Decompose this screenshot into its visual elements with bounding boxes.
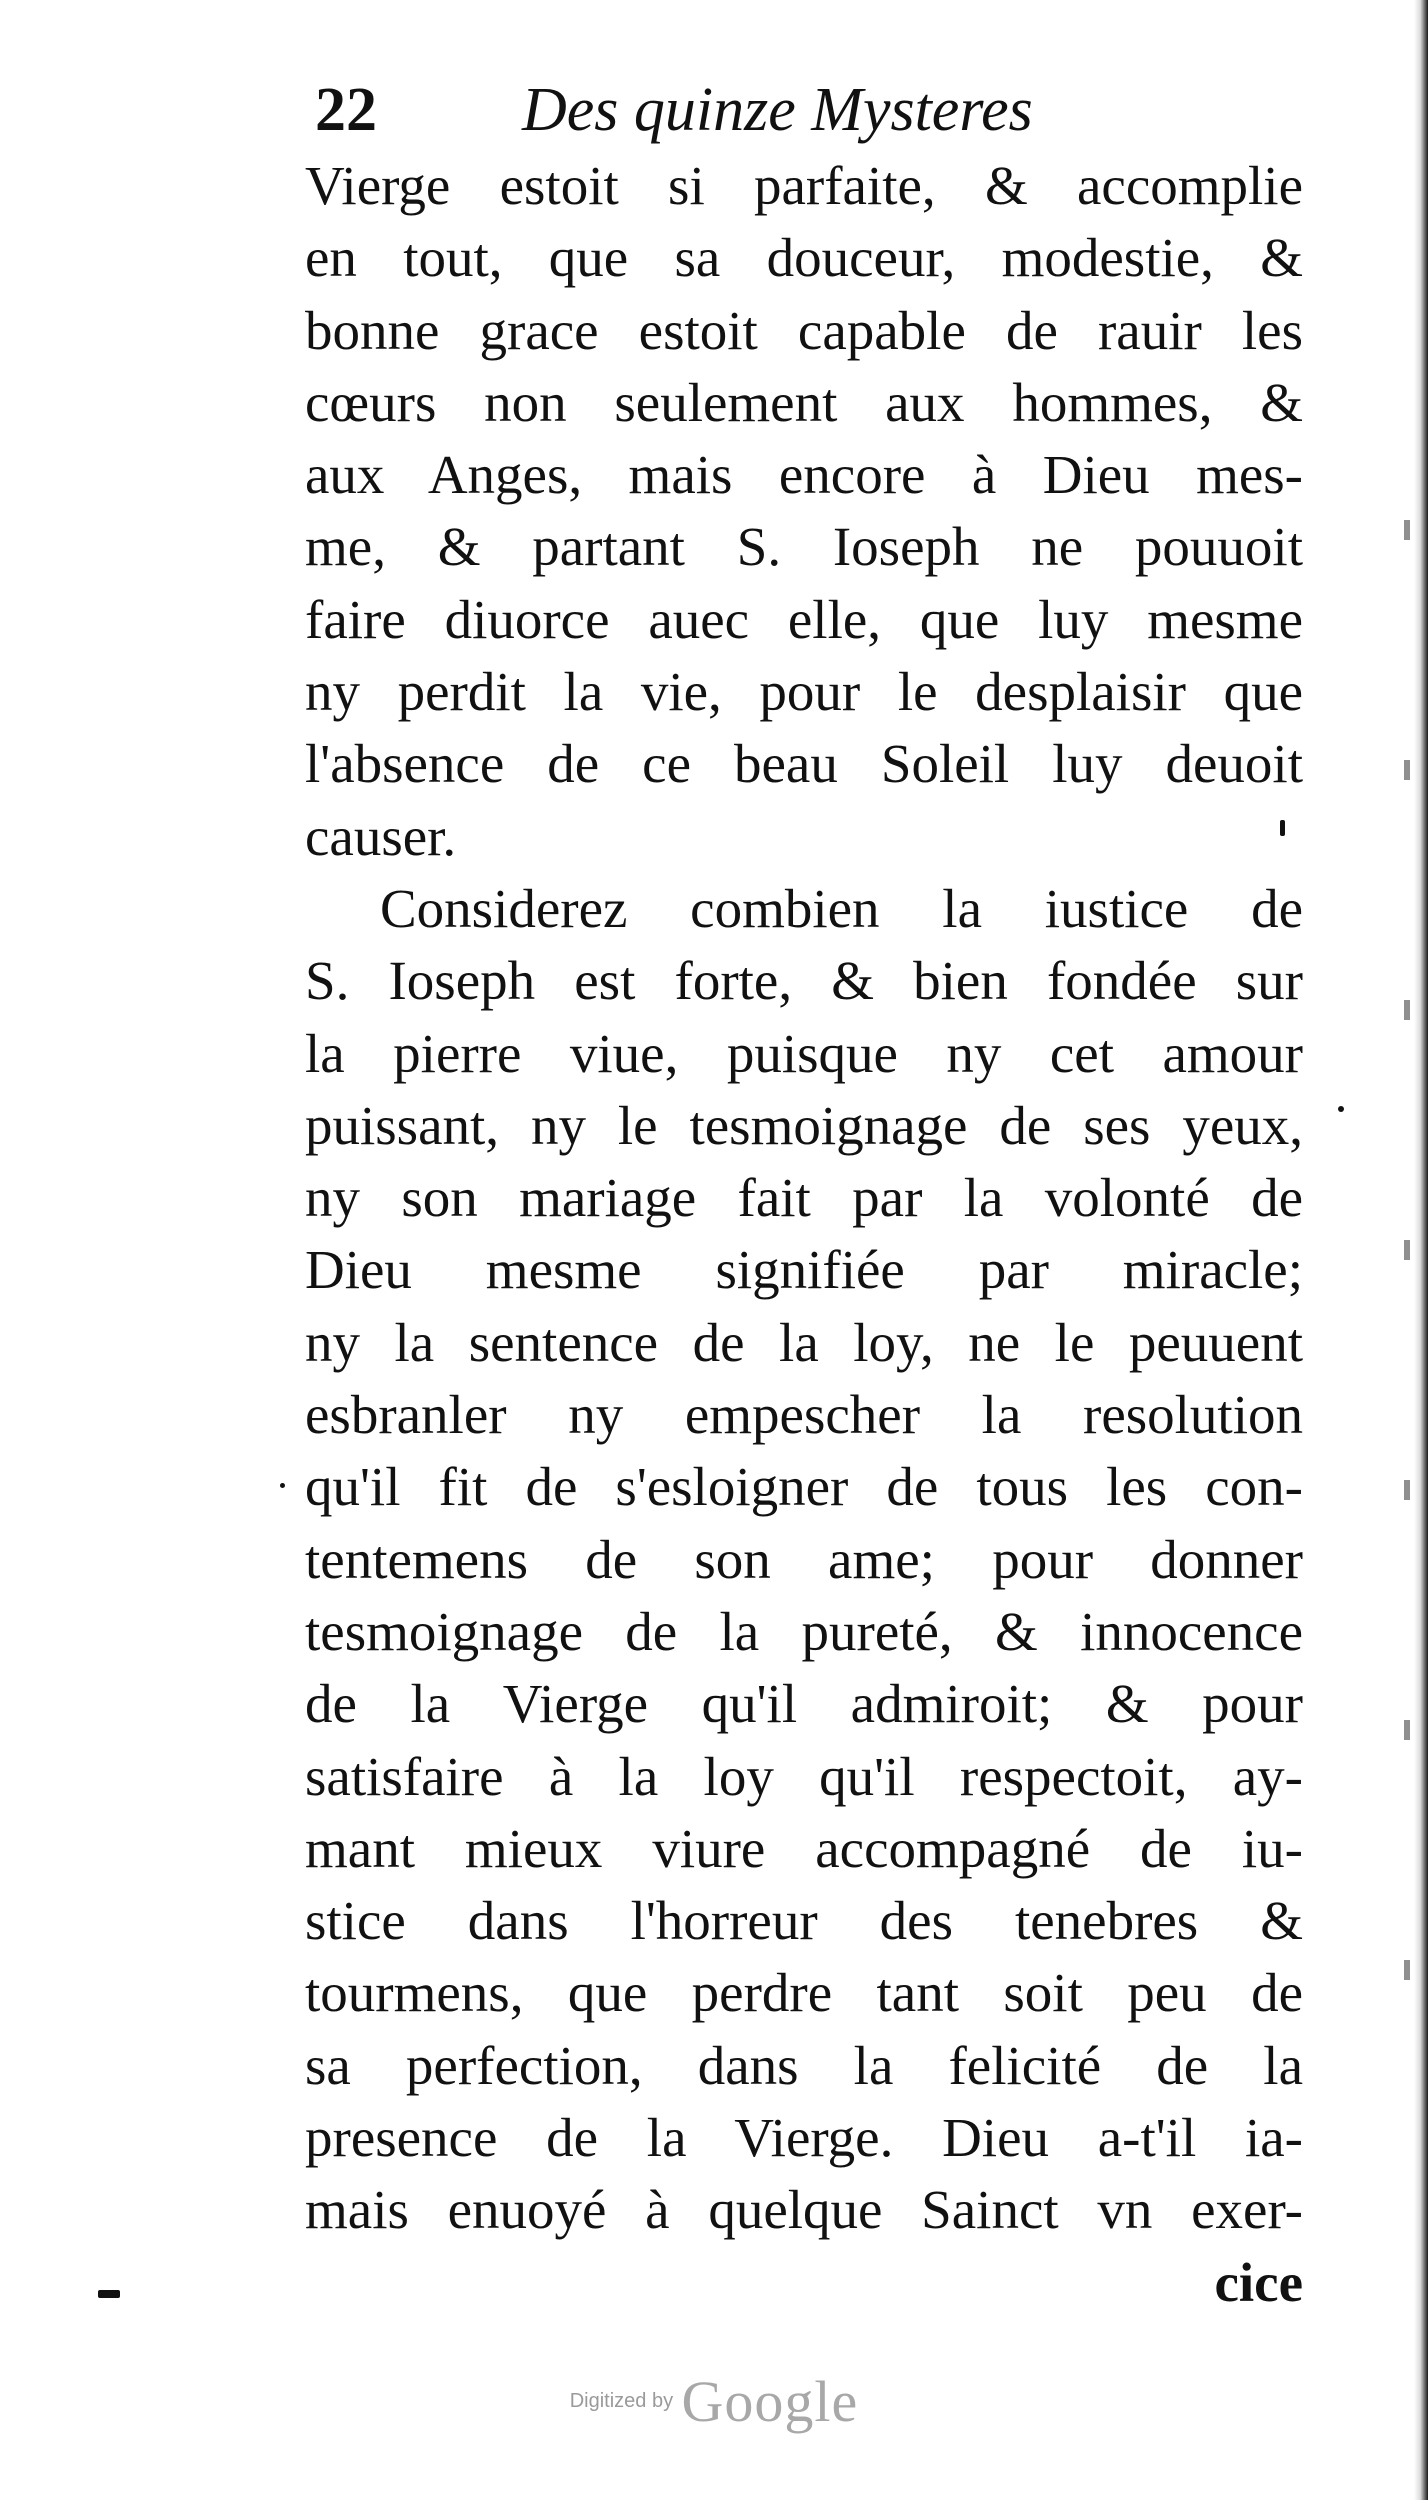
ink-speck bbox=[1280, 820, 1285, 836]
text-line: S. Ioseph est forte, & bien fondée sur bbox=[305, 950, 1303, 1012]
text-line: faire diuorce auec elle, que luy mesme bbox=[305, 588, 1303, 650]
text-line: ny son mariage fait par la volonté de bbox=[305, 1167, 1303, 1229]
text-line: en tout, que sa douceur, modestie, & bbox=[305, 227, 1303, 289]
text-line: aux Anges, mais encore à Dieu mes- bbox=[305, 444, 1303, 506]
text-line: mais enuoyé à quelque Sainct vn exer- bbox=[305, 2179, 1303, 2241]
ink-speck bbox=[98, 2290, 120, 2298]
body-text bbox=[305, 150, 1303, 2319]
page-edge-marks bbox=[1404, 400, 1410, 2100]
text-line: sa perfection, dans la felicité de la bbox=[305, 2034, 1303, 2096]
catchword-line bbox=[305, 2247, 1303, 2319]
text-line: puissant, ny le tesmoignage de ses yeux, bbox=[305, 1094, 1303, 1156]
text-line: Vierge estoit si parfaite, & accomplie bbox=[305, 155, 1303, 216]
page-edge-shadow bbox=[1414, 0, 1428, 2500]
text-line: me, & partant S. Ioseph ne pouuoit bbox=[305, 516, 1303, 578]
text-line: presence de la Vierge. Dieu a-t'il ia- bbox=[305, 2107, 1303, 2169]
text-line: ny la sentence de la loy, ne le peuuent bbox=[305, 1311, 1303, 1373]
page-number: 22 bbox=[315, 76, 377, 144]
running-header bbox=[315, 65, 1295, 155]
text-line: qu'il fit de s'esloigner de tous les con- bbox=[305, 1456, 1303, 1518]
google-logo: Google bbox=[681, 2369, 859, 2434]
digitized-label: Digitized by bbox=[569, 2390, 674, 2412]
text-line: de la Vierge qu'il admiroit; & pour bbox=[305, 1673, 1303, 1735]
digitization-footer bbox=[0, 2368, 1428, 2448]
running-title: Des quinze Mysteres bbox=[522, 76, 1033, 144]
text-line: tourmens, que perdre tant soit peu de bbox=[305, 1962, 1303, 2024]
text-line: la pierre viue, puisque ny cet amour bbox=[305, 1022, 1303, 1084]
text-line: l'absence de ce beau Soleil luy deuoit bbox=[305, 733, 1303, 795]
ink-speck bbox=[1338, 1106, 1344, 1112]
paragraph-start-line: Considerez combien la iustice de bbox=[380, 877, 1303, 939]
catchword: cice bbox=[1214, 2251, 1303, 2313]
text-line: stice dans l'horreur des tenebres & bbox=[305, 1890, 1303, 1952]
text-line: esbranler ny empescher la resolution bbox=[305, 1384, 1303, 1446]
text-line: satisfaire à la loy qu'il respectoit, ay- bbox=[305, 1745, 1303, 1807]
text-line: bonne grace estoit capable de rauir les bbox=[305, 299, 1303, 361]
paragraph-end-line: causer. bbox=[305, 805, 457, 867]
text-line: tentemens de son ame; pour donner bbox=[305, 1528, 1303, 1590]
text-line: cœurs non seulement aux hommes, & bbox=[305, 371, 1303, 433]
text-line: tesmoignage de la pureté, & innocence bbox=[305, 1600, 1303, 1662]
text-line: ny perdit la vie, pour le desplaisir que bbox=[305, 661, 1303, 723]
ink-speck bbox=[280, 1483, 285, 1488]
text-line: mant mieux viure accompagné de iu- bbox=[305, 1817, 1303, 1879]
text-line: Dieu mesme signifiée par miracle; bbox=[305, 1239, 1303, 1301]
